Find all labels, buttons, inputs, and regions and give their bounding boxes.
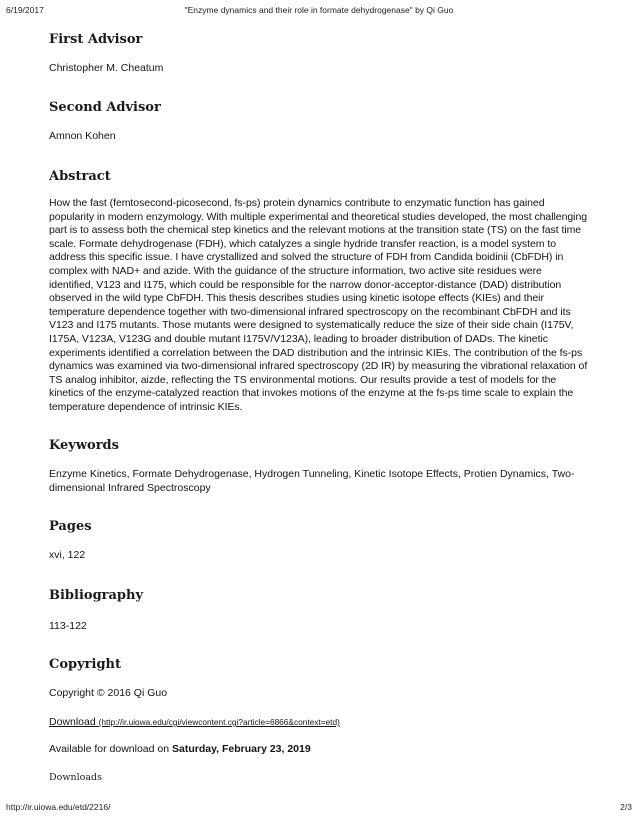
downloads-label: Downloads <box>49 772 102 783</box>
keywords-list: Enzyme Kinetics, Formate Dehydrogenase, Hydrogen Tunneling, Kinetic Isotope Effects, Protien Dynamics, Two-dimensional Infrared Spectroscopy <box>49 468 575 494</box>
second-advisor-heading: Second Advisor <box>49 100 161 115</box>
print-footer <box>6 802 632 816</box>
copyright-heading: Copyright <box>49 657 121 672</box>
abstract-text: How the fast (femtosecond-picosecond, fs-ps) protein dynamics contribute to enzymatic function has gained popularity in modern enzymology. With multiple experimental and theoretical studies developed, the most challenging part is to assess both the chemical step kinetics and the relevant motions at the transition state (TS) on the fast time scale. Formate dehydrogenase (FDH), which catalyzes a single hydride transfer reaction, is a model system to address this specific issue. I have crystallized and solved the structure of FDH from Candida boidinii (CbFDH) in complex with NAD+ and azide. With the guidance of the structure information, two active site residues were identified, V123 and I175, which could be responsible for the narrow donor-acceptor-distance (DAD) distribution observed in the wild type CbFDH. This thesis describes studies using kinetic isotope effects (KIEs) and their temperature dependence together with two-dimensional infrared spectroscopy on the recombinant CbFDH and its V123 and I175 mutants. Those mutants were designed to systematically reduce the size of their side chain (I175V, I175A, V123A, V123G and double mutant I175V/V123A), leading to broader distribution of DADs. The kinetic experiments identified a correlation between the DAD distribution and the intrinsic KIEs. The contribution of the fs-ps dynamics was examined via two-dimensional infrared spectroscopy (2D IR) by measuring the vibrational relaxation of TS analog inhibitor, aizde, reflecting the TS environmental motions. Our results provide a test of models for the kinetics of the enzyme-catalyzed reaction that invokes motions of the enzyme at the fs-ps time scale to explain the temperature dependence of intrinsic KIEs. <box>49 197 588 413</box>
pages-heading: Pages <box>49 519 92 534</box>
pages-value: xvi, 122 <box>49 549 86 561</box>
print-header <box>6 5 632 19</box>
download-link[interactable] <box>49 716 340 728</box>
abstract-heading: Abstract <box>49 169 111 184</box>
availability-notice <box>49 743 589 757</box>
availability-prefix: Available for download on <box>49 743 172 755</box>
keywords-heading: Keywords <box>49 438 119 453</box>
print-page-title: "Enzyme dynamics and their role in formate dehydrogenase" by Qi Guo <box>184 5 454 15</box>
first-advisor-heading: First Advisor <box>49 32 143 47</box>
second-advisor-name: Amnon Kohen <box>49 130 116 142</box>
page-number: 2/3 <box>620 802 632 812</box>
bibliography-heading: Bibliography <box>49 588 144 603</box>
page-url: http://ir.uiowa.edu/etd/2216/ <box>6 802 111 812</box>
availability-date: Saturday, February 23, 2019 <box>171 743 311 755</box>
copyright-notice: Copyright © 2016 Qi Guo <box>49 687 168 699</box>
first-advisor-name: Christopher M. Cheatum <box>49 62 164 74</box>
print-date: 6/19/2017 <box>6 5 44 15</box>
download-url[interactable]: (http://ir.uiowa.edu/cgi/viewcontent.cgi?article=6866&context=etd) <box>98 717 340 727</box>
download-row <box>49 716 589 730</box>
bibliography-value: 113-122 <box>49 620 87 632</box>
download-label[interactable]: Download <box>49 716 96 728</box>
